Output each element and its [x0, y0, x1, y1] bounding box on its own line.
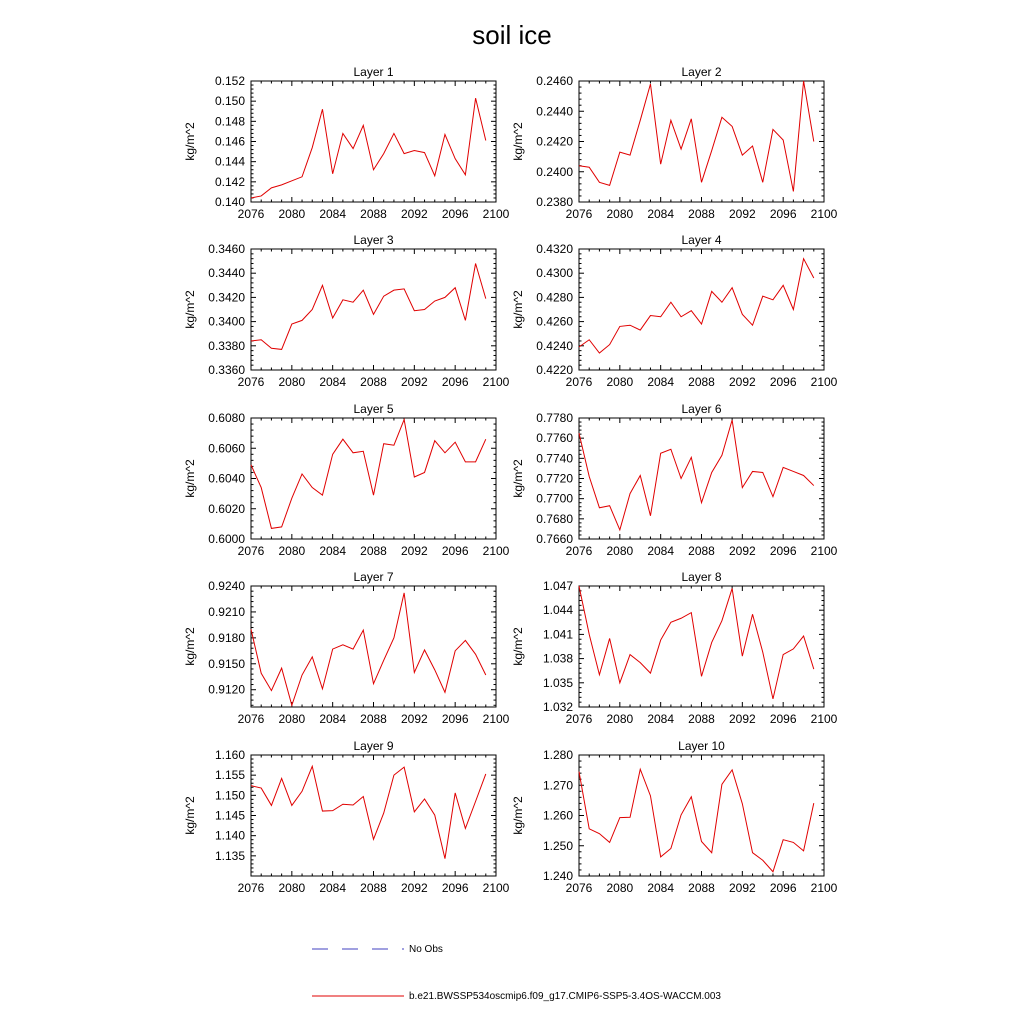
y-tick-label: 1.250 — [542, 838, 573, 853]
x-tick-label: 2076 — [565, 881, 593, 895]
x-tick-label: 2088 — [360, 375, 387, 389]
y-tick-label: 1.140 — [214, 828, 245, 843]
x-tick-label: 2084 — [319, 712, 347, 726]
x-tick-label: 2096 — [769, 375, 797, 389]
panel-layer-2 — [511, 65, 838, 221]
x-tick-label: 2080 — [278, 375, 306, 389]
series-line — [579, 420, 814, 530]
y-tick-label: 0.144 — [214, 154, 245, 169]
x-tick-label: 2084 — [319, 881, 347, 895]
y-tick-label: 0.3420 — [208, 290, 245, 305]
y-tick-label: 0.7700 — [536, 491, 573, 506]
x-tick-label: 2076 — [237, 544, 265, 558]
x-tick-label: 2076 — [237, 712, 265, 726]
x-tick-label: 2096 — [769, 207, 797, 221]
x-tick-label: 2092 — [400, 881, 428, 895]
y-tick-label: 1.035 — [542, 675, 573, 690]
y-tick-label: 0.150 — [214, 94, 245, 109]
x-tick-label: 2100 — [810, 207, 838, 221]
y-tick-label: 0.7780 — [536, 411, 573, 425]
x-tick-label: 2080 — [606, 375, 634, 389]
x-tick-label: 2092 — [400, 207, 428, 221]
y-tick-label: 0.2400 — [536, 164, 573, 179]
x-tick-label: 2100 — [482, 881, 510, 895]
plot-frame — [579, 586, 824, 707]
legend-obs-label: No Obs — [409, 944, 443, 955]
series-line — [251, 98, 486, 198]
x-tick-label: 2092 — [728, 544, 756, 558]
x-tick-label: 2088 — [688, 207, 715, 221]
x-tick-label: 2084 — [319, 375, 347, 389]
x-tick-label: 2084 — [647, 881, 675, 895]
figure-title: soil ice — [472, 20, 552, 50]
x-tick-label: 2092 — [728, 712, 756, 726]
y-tick-label: 0.3460 — [208, 242, 245, 256]
x-tick-label: 2096 — [769, 544, 797, 558]
x-tick-label: 2080 — [606, 207, 634, 221]
legend-model-label: b.e21.BWSSP534oscmip6.f09_g17.CMIP6-SSP5-3.4OS-WACCM.003 — [409, 991, 721, 1002]
panel-title: Layer 4 — [681, 233, 722, 247]
x-tick-label: 2096 — [441, 544, 469, 558]
y-tick-label: 0.6000 — [208, 532, 245, 546]
panel-title: Layer 3 — [353, 233, 394, 247]
y-tick-label: 0.7760 — [536, 431, 573, 446]
series-line — [579, 769, 814, 872]
y-axis-label: kg/m^2 — [511, 122, 525, 161]
panel-title: Layer 8 — [681, 570, 722, 584]
x-tick-label: 2096 — [441, 712, 469, 726]
y-tick-label: 0.152 — [214, 74, 245, 88]
y-tick-label: 0.140 — [214, 195, 245, 209]
legend — [312, 944, 721, 1002]
y-tick-label: 0.6080 — [208, 411, 245, 425]
panel-layer-8 — [511, 570, 838, 726]
panel-title: Layer 7 — [353, 570, 394, 584]
y-tick-label: 0.2440 — [536, 104, 573, 119]
x-tick-label: 2092 — [728, 881, 756, 895]
panel-title: Layer 1 — [353, 65, 394, 79]
y-axis-label: kg/m^2 — [511, 796, 525, 835]
y-tick-label: 0.9210 — [208, 604, 245, 619]
y-axis-label: kg/m^2 — [511, 627, 525, 666]
x-tick-label: 2100 — [482, 207, 510, 221]
x-tick-label: 2076 — [237, 207, 265, 221]
x-tick-label: 2076 — [237, 881, 265, 895]
y-tick-label: 1.032 — [542, 700, 573, 714]
x-tick-label: 2080 — [278, 544, 306, 558]
y-tick-label: 1.041 — [542, 627, 573, 642]
y-tick-label: 0.7740 — [536, 451, 573, 466]
x-tick-label: 2076 — [237, 375, 265, 389]
chart-panels — [183, 65, 838, 895]
plot-frame — [579, 249, 824, 370]
x-tick-label: 2084 — [647, 207, 675, 221]
x-tick-label: 2088 — [688, 544, 715, 558]
x-tick-label: 2100 — [482, 375, 510, 389]
series-line — [251, 766, 486, 858]
x-tick-label: 2076 — [565, 712, 593, 726]
x-tick-label: 2088 — [360, 712, 387, 726]
x-tick-label: 2084 — [647, 712, 675, 726]
y-tick-label: 0.148 — [214, 114, 245, 129]
y-axis-label: kg/m^2 — [183, 796, 197, 835]
y-tick-label: 0.3360 — [208, 363, 245, 377]
series-line — [579, 81, 814, 191]
x-tick-label: 2080 — [606, 712, 634, 726]
y-tick-label: 0.2460 — [536, 74, 573, 88]
plot-frame — [251, 81, 496, 202]
y-tick-label: 0.7660 — [536, 532, 573, 546]
x-tick-label: 2084 — [319, 207, 347, 221]
panel-layer-3 — [183, 233, 510, 389]
y-tick-label: 1.145 — [214, 808, 245, 823]
x-tick-label: 2096 — [441, 881, 469, 895]
x-tick-label: 2092 — [400, 544, 428, 558]
y-tick-label: 0.4240 — [536, 338, 573, 353]
y-tick-label: 0.9180 — [208, 630, 245, 645]
y-tick-label: 0.3440 — [208, 266, 245, 281]
y-tick-label: 0.146 — [214, 134, 245, 149]
x-tick-label: 2096 — [441, 207, 469, 221]
y-axis-label: kg/m^2 — [511, 459, 525, 498]
x-tick-label: 2080 — [606, 544, 634, 558]
plot-frame — [251, 418, 496, 539]
panel-title: Layer 6 — [681, 402, 722, 416]
y-tick-label: 1.240 — [542, 869, 573, 883]
panel-title: Layer 9 — [353, 739, 394, 753]
plot-frame — [579, 81, 824, 202]
x-tick-label: 2092 — [728, 375, 756, 389]
y-tick-label: 0.4260 — [536, 314, 573, 329]
x-tick-label: 2100 — [810, 712, 838, 726]
y-tick-label: 0.4300 — [536, 266, 573, 281]
x-tick-label: 2100 — [810, 375, 838, 389]
y-tick-label: 0.4220 — [536, 363, 573, 377]
y-tick-label: 1.155 — [214, 768, 245, 783]
panel-title: Layer 10 — [678, 739, 725, 753]
x-tick-label: 2092 — [400, 712, 428, 726]
y-tick-label: 1.160 — [214, 748, 245, 762]
y-axis-label: kg/m^2 — [183, 290, 197, 329]
x-tick-label: 2076 — [565, 375, 593, 389]
x-tick-label: 2084 — [647, 544, 675, 558]
x-tick-label: 2096 — [441, 375, 469, 389]
x-tick-label: 2100 — [482, 544, 510, 558]
y-axis-label: kg/m^2 — [511, 290, 525, 329]
y-tick-label: 0.9150 — [208, 656, 245, 671]
x-tick-label: 2084 — [647, 375, 675, 389]
y-tick-label: 0.7680 — [536, 511, 573, 526]
x-tick-label: 2092 — [728, 207, 756, 221]
y-tick-label: 0.4280 — [536, 290, 573, 305]
x-tick-label: 2088 — [688, 712, 715, 726]
panel-layer-10 — [511, 739, 838, 895]
y-tick-label: 0.3380 — [208, 338, 245, 353]
y-tick-label: 0.2420 — [536, 134, 573, 149]
panel-layer-9 — [183, 739, 510, 895]
x-tick-label: 2096 — [769, 881, 797, 895]
y-tick-label: 1.260 — [542, 808, 573, 823]
y-tick-label: 0.6040 — [208, 471, 245, 486]
x-tick-label: 2088 — [360, 881, 387, 895]
y-tick-label: 1.044 — [542, 603, 573, 618]
x-tick-label: 2080 — [278, 712, 306, 726]
y-tick-label: 0.6060 — [208, 441, 245, 456]
panel-layer-1 — [183, 65, 510, 221]
x-tick-label: 2088 — [688, 375, 715, 389]
x-tick-label: 2076 — [565, 544, 593, 558]
x-tick-label: 2076 — [565, 207, 593, 221]
panel-layer-7 — [183, 570, 510, 726]
y-tick-label: 0.4320 — [536, 242, 573, 256]
y-tick-label: 0.3400 — [208, 314, 245, 329]
series-line — [251, 593, 486, 705]
y-tick-label: 0.6020 — [208, 501, 245, 516]
y-axis-label: kg/m^2 — [183, 459, 197, 498]
plot-frame — [579, 755, 824, 876]
y-tick-label: 0.2380 — [536, 195, 573, 209]
panel-title: Layer 5 — [353, 402, 394, 416]
series-line — [579, 586, 814, 699]
x-tick-label: 2080 — [278, 881, 306, 895]
x-tick-label: 2100 — [482, 712, 510, 726]
series-line — [251, 420, 486, 529]
plot-frame — [251, 249, 496, 370]
y-tick-label: 1.047 — [542, 579, 573, 593]
x-tick-label: 2088 — [688, 881, 715, 895]
y-tick-label: 1.280 — [542, 748, 573, 762]
plot-frame — [251, 755, 496, 876]
x-tick-label: 2100 — [810, 881, 838, 895]
x-tick-label: 2092 — [400, 375, 428, 389]
y-tick-label: 0.142 — [214, 174, 245, 189]
panel-title: Layer 2 — [681, 65, 722, 79]
y-tick-label: 1.135 — [214, 848, 245, 863]
x-tick-label: 2100 — [810, 544, 838, 558]
series-line — [579, 259, 814, 353]
y-tick-label: 1.150 — [214, 788, 245, 803]
y-axis-label: kg/m^2 — [183, 627, 197, 666]
y-tick-label: 1.038 — [542, 651, 573, 666]
y-tick-label: 0.9240 — [208, 579, 245, 593]
x-tick-label: 2088 — [360, 207, 387, 221]
y-tick-label: 0.9120 — [208, 682, 245, 697]
y-axis-label: kg/m^2 — [183, 122, 197, 161]
x-tick-label: 2088 — [360, 544, 387, 558]
panel-layer-6 — [511, 402, 838, 558]
x-tick-label: 2096 — [769, 712, 797, 726]
y-tick-label: 1.270 — [542, 778, 573, 793]
x-tick-label: 2084 — [319, 544, 347, 558]
x-tick-label: 2080 — [606, 881, 634, 895]
series-line — [251, 264, 486, 350]
x-tick-label: 2080 — [278, 207, 306, 221]
y-tick-label: 0.7720 — [536, 471, 573, 486]
panel-layer-4 — [511, 233, 838, 389]
panel-layer-5 — [183, 402, 510, 558]
